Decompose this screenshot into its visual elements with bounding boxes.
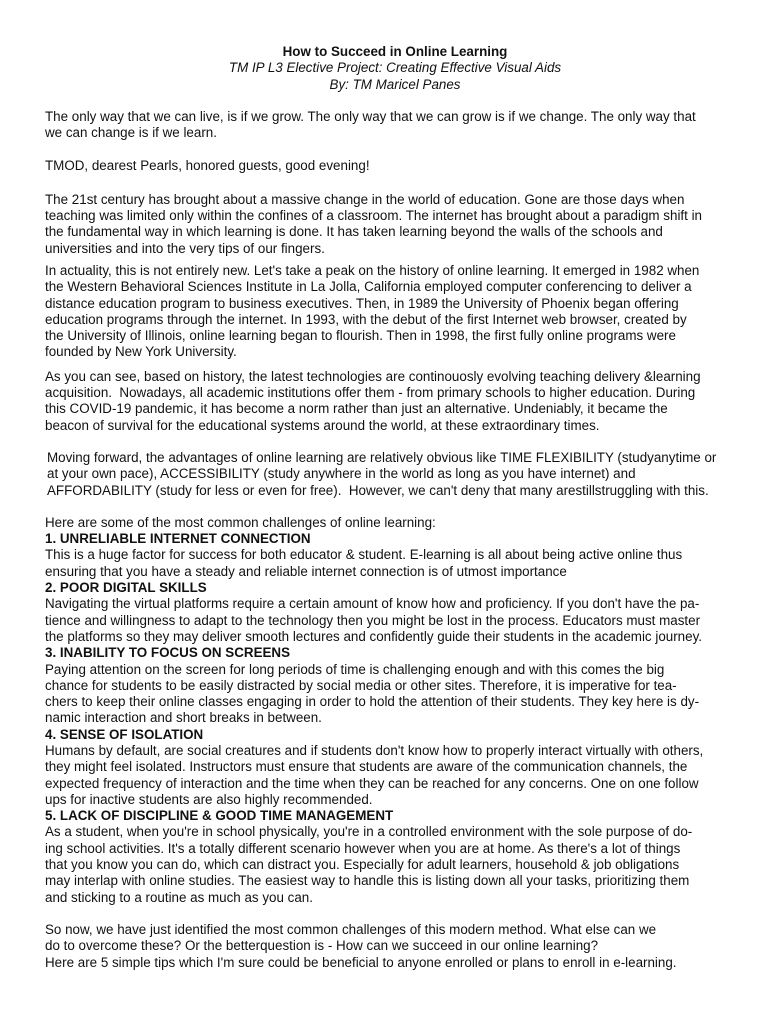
closing-paragraph [45, 922, 745, 971]
text-line: namic interaction and short breaks in between. [45, 710, 322, 726]
text-line: teaching was limited only within the confines of a classroom. The internet has brought about a paradigm shift in [45, 208, 703, 224]
text-line: Humans by default, are social creatures and if students don't know how to properly interact virtually with others, [45, 742, 704, 758]
text-line: the University of Illinois, online learning began to flourish. Then in 1998, the first fully online programs were [45, 328, 676, 344]
text-line: beacon of survival for the educational systems around the world, at these extraordinary times. [45, 417, 600, 433]
text-line: tience and willingness to adapt to the technology then you might be lost in the process. Educators must master [45, 612, 701, 628]
text-line: the Western Behavioral Sciences Institute in La Jolla, California employed computer conferencing to deliver a [45, 279, 692, 295]
text-line: In actuality, this is not entirely new. Let's take a peak on the history of online learning. It emerged in 1982 when [45, 262, 700, 278]
text-line: that you know you can do, which can distract you. Especially for adult learners, household & job obligations [45, 857, 680, 873]
challenge-item [45, 645, 745, 726]
text-line: AFFORDABILITY (study for less or even for free). However, we can't deny that many arestillstruggling with this. [47, 482, 709, 498]
challenge-heading: 4. SENSE OF ISOLATION [45, 726, 204, 742]
text-line: ups for inactive students are also highly recommended. [45, 791, 373, 807]
epigraph-paragraph [45, 109, 745, 142]
text-line: Paying attention on the screen for long periods of time is challenging enough and with this comes the big [45, 661, 665, 677]
text-line: ing school activities. It's a totally different scenario however when you are at home. As there's a lot of things [45, 840, 681, 856]
document-subtitle: TM IP L3 Elective Project: Creating Effective Visual Aids [228, 60, 562, 76]
paragraph-technologies [45, 369, 745, 434]
challenge-item [45, 808, 745, 906]
challenge-heading: 3. INABILITY TO FOCUS ON SCREENS [45, 645, 291, 661]
text-line: As a student, when you're in school physically, you're in a controlled environment with the sole purpose of do- [45, 824, 693, 840]
text-line: universities and into the very tips of our fingers. [45, 240, 325, 256]
text-line: and sticking to a routine as much as you can. [45, 889, 313, 905]
text-line: do to overcome these? Or the betterquestion is - How can we succeed in our online learning? [45, 938, 599, 954]
document-author: By: TM Maricel Panes [329, 76, 461, 92]
challenge-item [45, 580, 745, 645]
text-line: founded by New York University. [45, 344, 237, 360]
text-line: This is a huge factor for success for both educator & student. E-learning is all about being active online thus [45, 547, 683, 563]
text-line: we can change is if we learn. [45, 125, 217, 141]
document-page [45, 44, 745, 971]
text-line: ensuring that you have a steady and reliable internet connection is of utmost importance [45, 563, 567, 579]
paragraph-history [45, 263, 745, 361]
text-line: Moving forward, the advantages of online learning are relatively obvious like TIME FLEXIBILITY (studyanytime or [47, 449, 717, 465]
challenge-heading: 2. POOR DIGITAL SKILLS [45, 580, 207, 596]
paragraph-advantages [45, 450, 745, 499]
text-line: acquisition. Nowadays, all academic institutions offer them - from primary schools to higher education. During [45, 385, 696, 401]
text-line: the fundamental way in which learning is done. It has taken learning beyond the walls of the schools and [45, 224, 663, 240]
challenge-item [45, 727, 745, 808]
text-line: this COVID-19 pandemic, it has become a norm rather than just an alternative. Undeniably, it became the [45, 401, 668, 417]
text-line: Navigating the virtual platforms require a certain amount of know how and proficiency. If you don't have the pa- [45, 596, 700, 612]
challenges-intro: Here are some of the most common challenges of online learning: [45, 514, 436, 530]
document-title: How to Succeed in Online Learning [282, 44, 508, 59]
paragraph-21st-century [45, 192, 745, 257]
text-line: expected frequency of interaction and the time when they can be reached for any concerns. One on one follow [45, 775, 699, 791]
document-header [45, 44, 745, 93]
text-line: at your own pace), ACCESSIBILITY (study anywhere in the world as long as you have internet) and [47, 466, 636, 482]
text-line: distance education program to business executives. Then, in 1989 the University of Phoenix began offering [45, 295, 679, 311]
challenge-heading: 1. UNRELIABLE INTERNET CONNECTION [45, 531, 311, 547]
text-line: education programs through the internet. In 1993, with the debut of the first Internet web browser, created by [45, 311, 687, 327]
text-line: So now, we have just identified the most common challenges of this modern method. What else can we [45, 921, 657, 937]
text-line: The 21st century has brought about a massive change in the world of education. Gone are those days when [45, 191, 685, 207]
text-line: may interlap with online studies. The easiest way to handle this is listing down all your tasks, prioritizing them [45, 873, 690, 889]
greeting-paragraph [45, 158, 745, 174]
text-line: chance for students to be easily distracted by social media or other sites. Therefore, it is imperative for tea- [45, 677, 677, 693]
text-line: chers to keep their online classes engaging in order to hold the attention of their students. They key here is dy- [45, 694, 700, 710]
text-line: they might feel isolated. Instructors must ensure that students are aware of the communication channels, the [45, 759, 688, 775]
text-line: The only way that we can live, is if we grow. The only way that we can grow is if we change. The only way that [45, 108, 696, 124]
text-line: Here are 5 simple tips which I'm sure could be beneficial to anyone enrolled or plans to enroll in e-learning. [45, 954, 677, 970]
text-line: TMOD, dearest Pearls, honored guests, good evening! [45, 158, 370, 174]
challenges-section [45, 515, 745, 906]
text-line: the platforms so they may deliver smooth lectures and confidently guide their students in the academic journey. [45, 628, 702, 644]
text-line: As you can see, based on history, the latest technologies are continouosly evolving teaching delivery &learning [45, 368, 701, 384]
challenge-item [45, 531, 745, 580]
challenge-heading: 5. LACK OF DISCIPLINE & GOOD TIME MANAGEMENT [45, 808, 394, 824]
